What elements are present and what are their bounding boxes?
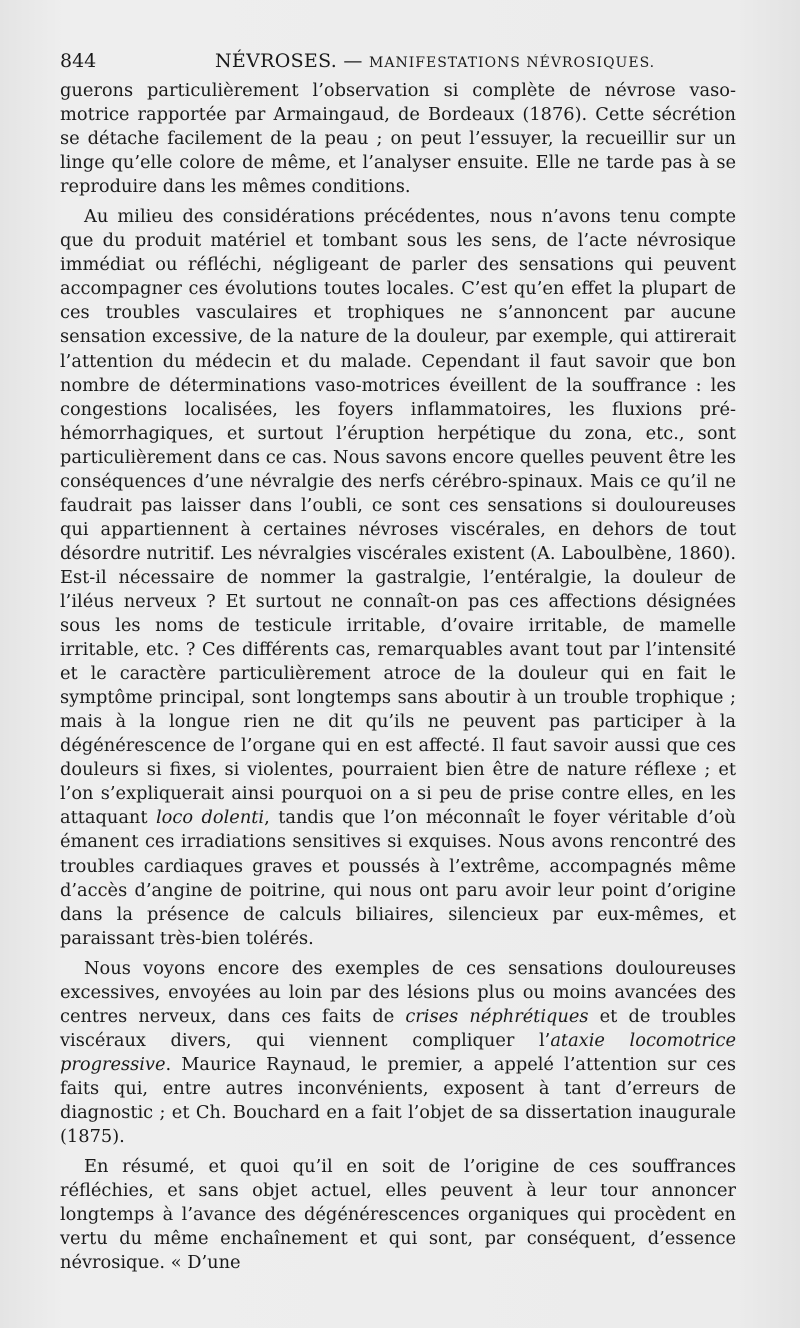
italic-phrase: loco dolenti xyxy=(156,807,265,829)
paragraph-text: En résumé, et quoi qu’il en soit de l’origine de ces souffrances réfléchies, et sans objet actuel, elles peuvent à leur tour annoncer longtemps à l’avance des dégénérescences organiques qui procèdent en vertu du même enchaînement et qui sont, par conséquent, d’essence névrosique. « D’une xyxy=(60,1156,736,1274)
paragraph-text: , tandis que l’on méconnaît le foyer véritable d’où émanent ces irradiations sensitives si exquises. Nous avons rencontré des troubles cardiaques graves et poussés à l’extrême, accompagnés même d’accès d’angine de poitrine, qui nous ont paru avoir leur point d’origine dans la présence de calculs biliaires, silencieux par eux-mêmes, et paraissant très-bien tolérés. xyxy=(60,807,736,949)
italic-phrase: ataxie locomotrice progressive xyxy=(60,1029,736,1075)
section-title: MANIFESTATIONS NÉVROSIQUES. xyxy=(369,55,656,71)
running-title xyxy=(215,46,655,78)
chapter-title: NÉVROSES. — xyxy=(215,50,363,72)
paragraph-2 xyxy=(60,205,736,950)
paragraph-text: guerons particulièrement l’observation si complète de névrose vaso-motrice rapportée par Armaingaud, de Bordeaux (1876). Cette sécrétion se détache facilement de la peau ; on peut l’essuyer, la recueillir sur un linge qu’elle colore de même, et l’analyser ensuite. Elle ne tarde pas à se reproduire dans les mêmes conditions. xyxy=(60,80,736,198)
paragraph-text: Au milieu des considérations précédentes, nous n’avons tenu compte que du produit matériel et tombant sous les sens, de l’acte névrosique immédiat ou réfléchi, négligeant de parler des sensations qui peuvent accompagner ces évolutions toutes locales. C’est qu’en effet la plupart de ces troubles vasculaires et trophiques ne s’annoncent par aucune sensation excessive, de la nature de la douleur, par exemple, qui attirerait l’attention du médecin et du malade. Cependant il faut savoir que bon nombre de déterminations vaso-motrices éveillent de la souffrance : les congestions localisées, les foyers inflammatoires, les fluxions pré-hémorrhagiques, et surtout l’éruption herpétique du zona, etc., sont particulièrement dans ce cas. Nous savons encore quelles peuvent être les conséquences d’une névralgie des nerfs cérébro-spinaux. Mais ce qu’il ne faudrait pas laisser dans l’oubli, ce sont ces sensations si douloureuses qui appartiennent à certaines névroses viscérales, en dehors de tout désordre nutritif. Les névralgies viscérales existent (A. Laboulbène, 1860). Est-il nécessaire de nommer la gastralgie, l’entéralgie, la douleur de l’iléus nerveux ? Et surtout ne connaît-on pas ces affections désignées sous les noms de testicule irritable, d’ovaire irritable, de mamelle irritable, etc. ? Ces différents cas, remarquables avant tout par l’intensité et le caractère particulièrement atroce de la douleur qui en fait le symptôme principal, sont longtemps sans aboutir à un trouble trophique ; mais à la longue rien ne dit qu’ils ne peuvent pas participer à la dégénérescence de l’organe qui en est affecté. Il faut savoir aussi que ces douleurs si fixes, si violentes, pourraient bien être de nature réflexe ; et l’on s’expliquerait ainsi pourquoi on a si peu de prise contre elles, en les attaquant xyxy=(60,206,736,829)
running-head xyxy=(60,46,740,76)
paragraph-text: et de troubles viscéraux divers, qui viennent compliquer l’ xyxy=(60,1005,736,1051)
page-number: 844 xyxy=(60,50,97,72)
paragraph-text: . Maurice Raynaud, le premier, a appelé l’attention sur ces faits qui, entre autres inconvénients, exposent à tant d’erreurs de diagnostic ; et Ch. Bouchard en a fait l’objet de sa dissertation inaugurale (1875). xyxy=(60,1053,736,1148)
paragraph-4 xyxy=(60,1155,736,1275)
paragraph-1 xyxy=(60,79,736,199)
italic-phrase: crises néphrétiques xyxy=(405,1005,589,1027)
body-text xyxy=(60,79,736,1275)
paragraph-3 xyxy=(60,957,736,1149)
paragraph-text: Nous voyons encore des exemples de ces sensations douloureuses excessives, envoyées au loin par des lésions plus ou moins avancées des centres nerveux, dans ces faits de xyxy=(60,957,736,1027)
